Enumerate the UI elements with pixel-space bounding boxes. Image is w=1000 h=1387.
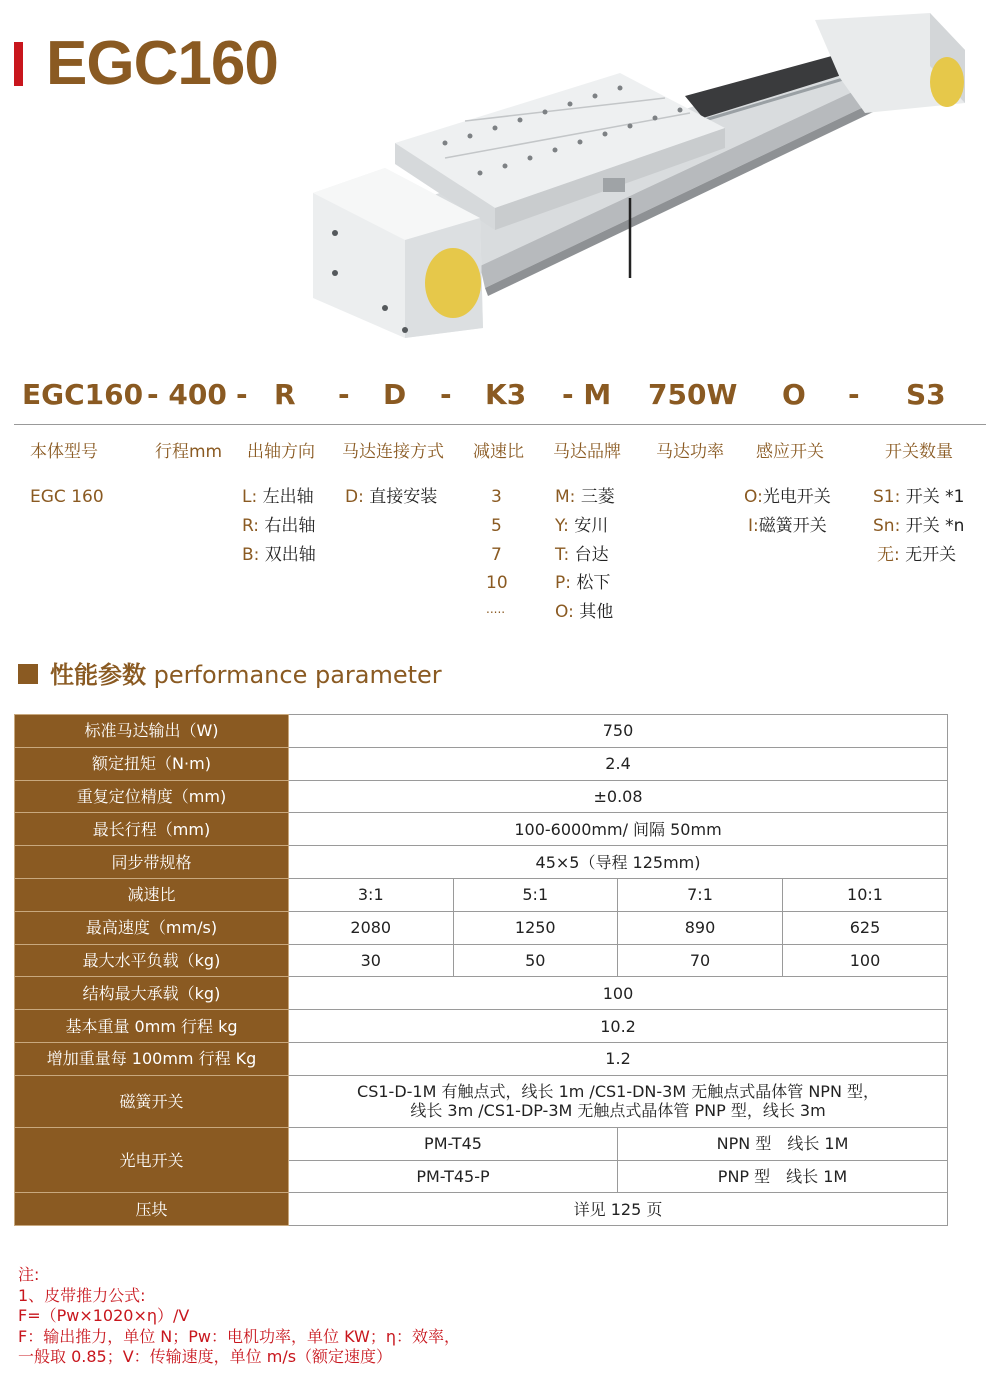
sensor-option: I:磁簧开关 bbox=[748, 516, 827, 536]
axis-option: L: 左出轴 bbox=[242, 487, 314, 507]
code-ratio: K3 bbox=[485, 378, 527, 411]
row-value: 10:1 bbox=[783, 878, 948, 911]
note-line: 一般取 0.85；V：传输速度，单位 m/s（额定速度） bbox=[18, 1347, 393, 1367]
switch-qty-option: 无: 无开关 bbox=[877, 545, 957, 565]
row-value: 100 bbox=[289, 977, 948, 1010]
table-row bbox=[15, 911, 948, 944]
row-label: 结构最大承载（kg) bbox=[15, 977, 289, 1010]
table-row bbox=[15, 1193, 948, 1226]
row-value: 625 bbox=[783, 911, 948, 944]
row-value: NPN 型 线长 1M bbox=[618, 1127, 948, 1160]
header-ratio: 减速比 bbox=[473, 442, 524, 462]
product-illustration bbox=[305, 8, 985, 338]
row-label: 增加重量每 100mm 行程 Kg bbox=[15, 1042, 289, 1075]
notes bbox=[18, 1265, 460, 1368]
title-accent-bar bbox=[14, 42, 23, 86]
switch-qty-option: S1: 开关 *1 bbox=[873, 487, 965, 507]
row-value: 5:1 bbox=[453, 878, 618, 911]
switch-qty-option: Sn: 开关 *n bbox=[873, 516, 965, 536]
ratio-option: 5 bbox=[491, 516, 502, 536]
table-row bbox=[15, 944, 948, 977]
code-dash: - bbox=[338, 378, 350, 411]
row-label: 额定扭矩（N·m) bbox=[15, 747, 289, 780]
note-line: F=（Pw×1020×η）/V bbox=[18, 1306, 190, 1326]
row-value: PM-T45 bbox=[289, 1127, 618, 1160]
header-body-model: 本体型号 bbox=[30, 442, 98, 462]
row-value: 70 bbox=[618, 944, 783, 977]
row-value: 1250 bbox=[453, 911, 618, 944]
table-row bbox=[15, 1042, 948, 1075]
header-axis: 出轴方向 bbox=[247, 442, 315, 462]
brand-option: T: 台达 bbox=[555, 545, 609, 565]
body-model-value: EGC 160 bbox=[30, 487, 104, 507]
divider bbox=[14, 424, 986, 425]
row-value: 50 bbox=[453, 944, 618, 977]
row-label: 最高速度（mm/s) bbox=[15, 911, 289, 944]
table-row bbox=[15, 780, 948, 813]
code-switch-qty: S3 bbox=[906, 378, 946, 411]
code-brand: - M bbox=[562, 378, 612, 411]
ratio-option: 10 bbox=[486, 573, 508, 593]
axis-option: B: 双出轴 bbox=[242, 545, 316, 565]
table-row bbox=[15, 813, 948, 846]
header-stroke: 行程mm bbox=[155, 442, 223, 462]
table-row bbox=[15, 1075, 948, 1127]
table-row bbox=[15, 878, 948, 911]
performance-table bbox=[14, 714, 948, 1226]
row-value: 45×5（导程 125mm) bbox=[289, 846, 948, 879]
left-end-cap-face bbox=[425, 248, 481, 318]
note-line: 注: bbox=[18, 1265, 40, 1284]
table-row bbox=[15, 977, 948, 1010]
row-value: 30 bbox=[289, 944, 454, 977]
row-value: 750 bbox=[289, 715, 948, 748]
brand-option: Y: 安川 bbox=[555, 516, 609, 536]
code-dash: - bbox=[236, 378, 248, 411]
brand-option: M: 三菱 bbox=[555, 487, 615, 507]
code-dash: - bbox=[440, 378, 452, 411]
row-value: 100 bbox=[783, 944, 948, 977]
table-row bbox=[15, 747, 948, 780]
ratio-option: ..... bbox=[486, 602, 506, 616]
right-end-cap-face bbox=[930, 57, 964, 107]
row-value: ±0.08 bbox=[289, 780, 948, 813]
code-dash: - bbox=[848, 378, 860, 411]
row-label: 重复定位精度（mm) bbox=[15, 780, 289, 813]
code-axis: R bbox=[274, 378, 296, 411]
brand-option: O: 其他 bbox=[555, 602, 614, 622]
section-title: 性能参数 performance parameter bbox=[50, 661, 442, 689]
header-brand: 马达品牌 bbox=[553, 442, 621, 462]
row-value: 3:1 bbox=[289, 878, 454, 911]
code-connection: D bbox=[383, 378, 407, 411]
table-row bbox=[15, 1010, 948, 1043]
header-connection: 马达连接方式 bbox=[342, 442, 444, 462]
row-value: 2080 bbox=[289, 911, 454, 944]
row-value: PNP 型 线长 1M bbox=[618, 1160, 948, 1193]
row-label: 标准马达输出（W) bbox=[15, 715, 289, 748]
row-label: 光电开关 bbox=[15, 1127, 289, 1193]
header-switch-qty: 开关数量 bbox=[885, 442, 953, 462]
row-label: 压块 bbox=[15, 1193, 289, 1226]
row-value: 7:1 bbox=[618, 878, 783, 911]
table-row bbox=[15, 715, 948, 748]
table-row bbox=[15, 846, 948, 879]
table-row bbox=[15, 1127, 948, 1160]
row-label: 磁簧开关 bbox=[15, 1075, 289, 1127]
row-value: PM-T45-P bbox=[289, 1160, 618, 1193]
row-value: 10.2 bbox=[289, 1010, 948, 1043]
product-title: EGC160 bbox=[46, 29, 278, 98]
code-power: 750W bbox=[648, 378, 738, 411]
row-label: 减速比 bbox=[15, 878, 289, 911]
code-stroke: - 400 bbox=[147, 378, 227, 411]
note-line: F：输出推力，单位 N；Pw：电机功率，单位 KW；η：效率， bbox=[18, 1326, 460, 1346]
ratio-option: 7 bbox=[491, 545, 502, 565]
row-value: CS1-D-1M 有触点式，线长 1m /CS1-DN-3M 无触点式晶体管 NPN 型， 线长 3m /CS1-DP-3M 无触点式晶体管 PNP 型，线长 3m bbox=[289, 1075, 948, 1127]
row-value: 2.4 bbox=[289, 747, 948, 780]
sensor-option: O:光电开关 bbox=[744, 487, 831, 507]
header-sensor: 感应开关 bbox=[756, 442, 824, 462]
row-value: 详见 125 页 bbox=[289, 1193, 948, 1226]
ratio-option: 3 bbox=[491, 487, 502, 507]
sensor-body bbox=[603, 178, 625, 192]
header-power: 马达功率 bbox=[656, 442, 724, 462]
section-marker bbox=[18, 664, 38, 684]
row-value: 100-6000mm/ 间隔 50mm bbox=[289, 813, 948, 846]
code-model: EGC160 bbox=[22, 378, 144, 411]
row-label: 同步带规格 bbox=[15, 846, 289, 879]
brand-option: P: 松下 bbox=[555, 573, 611, 593]
note-line: 1、皮带推力公式: bbox=[18, 1285, 146, 1305]
connection-option: D: 直接安装 bbox=[345, 487, 438, 507]
row-label: 最长行程（mm) bbox=[15, 813, 289, 846]
row-value: 890 bbox=[618, 911, 783, 944]
row-value: 1.2 bbox=[289, 1042, 948, 1075]
row-label: 基本重量 0mm 行程 kg bbox=[15, 1010, 289, 1043]
code-sensor: O bbox=[782, 378, 806, 411]
row-label: 最大水平负载（kg) bbox=[15, 944, 289, 977]
axis-option: R: 右出轴 bbox=[242, 516, 316, 536]
